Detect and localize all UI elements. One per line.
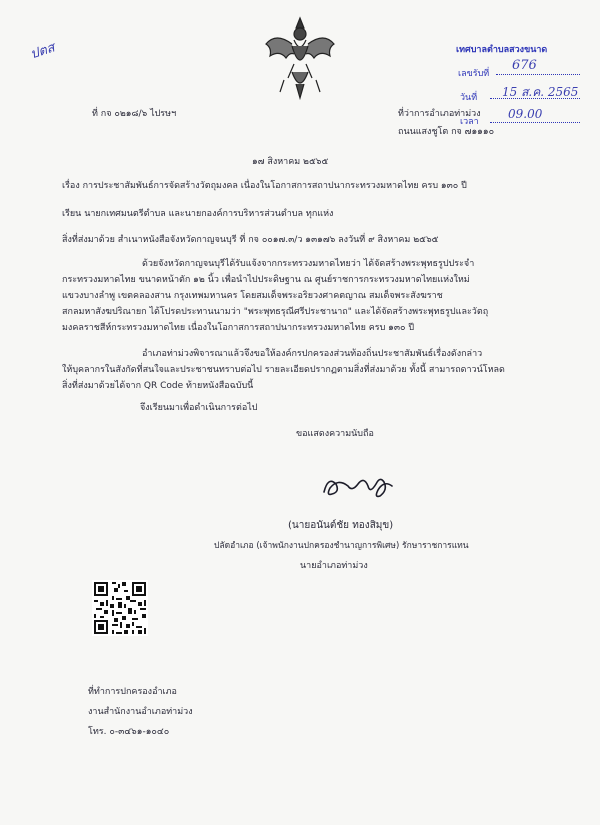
qr-code-icon <box>92 580 148 636</box>
signer-name: (นายอนันต์ชัย ทองสิมุข) <box>288 520 394 531</box>
time-value: 09.00 <box>508 107 543 121</box>
received-label: เลขรับที่ <box>458 69 490 79</box>
paragraph-2-line: อำเภอท่าม่วงพิจารณาแล้วจึงขอให้องค์กรปกครองส่วนท้องถิ่นประชาสัมพันธ์เรื่องดังกล่าว <box>142 349 483 359</box>
paragraph-1 <box>62 256 562 336</box>
paragraph-1-line: มงคลราชสีห์กระทรวงมหาดไทย เนื่องในโอกาสการสถาปนากระทรวงมหาดไทย ครบ ๑๓๐ ปี <box>62 323 415 333</box>
subject-line: เรื่อง การประชาสัมพันธ์การจัดสร้างวัตถุมงคล เนื่องในโอกาสการสถาปนากระทรวงมหาดไทย ครบ ๑๓๐ ปี <box>62 181 467 191</box>
regards-line: ขอแสดงความนับถือ <box>296 429 374 439</box>
office-address-line1: ที่ว่าการอำเภอท่าม่วง <box>398 109 481 119</box>
paragraph-1-line: แขวงบางลำพู เขตคลองสาน กรุงเทพมหานคร โดยสมเด็จพระอริยวงศาคตญาณ สมเด็จพระสังฆราช <box>62 291 443 301</box>
receipt-stamp-org: เทศบาลตำบลสวงขนาด <box>456 45 548 55</box>
receipt-stamp <box>452 38 584 138</box>
paragraph-2 <box>62 346 562 394</box>
closing-request: จึงเรียนมาเพื่อดำเนินการต่อไป <box>140 403 258 413</box>
paragraph-1-line: กระทรวงมหาดไทย ขนาดหน้าตัก ๑๒ นิ้ว เพื่อนำไปประดิษฐาน ณ ศูนย์ราชการกระทรวงมหาดไทยแห่งใหม่ <box>62 275 470 285</box>
signer-title-1: ปลัดอำเภอ (เจ้าพนักงานปกครองชำนาญการพิเศษ) รักษาราชการแทน <box>214 541 469 551</box>
paragraph-1-line: ด้วยจังหวัดกาญจนบุรีได้รับแจ้งจากกระทรวงมหาดไทยว่า ได้จัดสร้างพระพุทธรูปประจำ <box>142 259 475 269</box>
paragraph-2-line: ให้บุคลากรในสังกัดที่สนใจและประชาชนทราบต่อไป รายละเอียดปรากฏตามสิ่งที่ส่งมาด้วย ทั้งนี้ สามารถดาวน์โหลด <box>62 365 505 375</box>
received-number: 676 <box>512 58 537 73</box>
date-value: 15 ส.ค. 2565 <box>502 85 579 99</box>
footer-line-1: ที่ทำการปกครองอำเภอ <box>88 687 177 697</box>
garuda-emblem-icon <box>262 14 338 100</box>
signer-title-2: นายอำเภอท่าม่วง <box>300 561 368 571</box>
corner-handwritten-note: ปตส <box>28 40 57 63</box>
paragraph-1-line: สกลมหาสังฆปริณายก ได้โปรดประทานนามว่า "พระพุทธรุณีศรีประชานาถ" และได้จัดสร้างพระพุทธรูปและวัตถุ <box>62 307 489 317</box>
attachment-line: สิ่งที่ส่งมาด้วย สำเนาหนังสือจังหวัดกาญจนบุรี ที่ กจ ๐๐๑๗.๓/ว ๑๓๑๗๖ ลงวันที่ ๙ สิงหาคม ๒๕๖๕ <box>62 235 439 245</box>
signature-icon <box>318 466 398 506</box>
salutation-line: เรียน นายกเทศมนตรีตำบล และนายกองค์การบริหารส่วนตำบล ทุกแห่ง <box>62 209 334 219</box>
letter-date: ๑๗ สิงหาคม ๒๕๖๕ <box>252 157 329 167</box>
footer-line-3: โทร. ๐-๓๔๖๑-๑๐๔๐ <box>88 727 170 737</box>
reference-number: ที่ กจ ๐๒๑๘/๖ ไปรษฯ <box>92 109 177 119</box>
time-label: เวลา <box>460 117 479 127</box>
paragraph-2-line: สิ่งที่ส่งมาด้วยได้จาก QR Code ท้ายหนังสือฉบับนี้ <box>62 381 254 391</box>
office-address-line2: ถนนแสงชูโต กจ ๗๑๑๑๐ <box>398 127 495 137</box>
date-label: วันที่ <box>460 93 478 103</box>
footer-line-2: งานสำนักงานอำเภอท่าม่วง <box>88 707 193 717</box>
